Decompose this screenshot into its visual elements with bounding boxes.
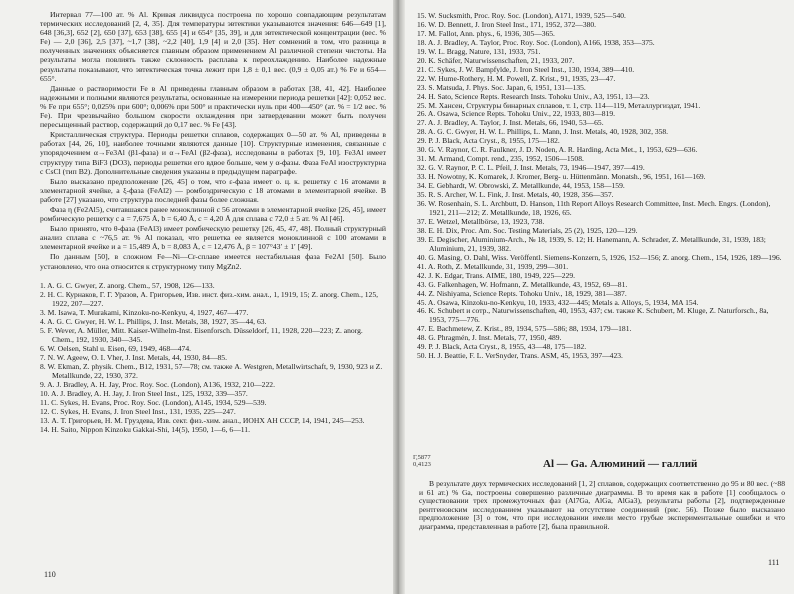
- right-column: [417, 12, 787, 361]
- reference-item: 15. W. Sucksmith, Proc. Roy. Soc. (London), A171, 1939, 525—540.: [417, 11, 626, 20]
- reference-item: 42. J. K. Edgar, Trans. AIME, 180, 1949, 225—229.: [417, 270, 575, 280]
- reference-item: 45. A. Osawa, Kinzoku-no-Kenkyu, 10, 1933, 432—445; Metals a. Alloys, 5, 1934, MA 154.: [417, 297, 699, 307]
- left-body-text: [40, 10, 386, 271]
- reference-item: 18. A. J. Bradley, A. Taylor, Proc. Roy. Soc. (London), A166, 1938, 353—375.: [417, 37, 655, 47]
- reference-item: 46. K. Schubert и сотр., Naturwissenschaften, 40, 1953, 437; см. также K. Schubert, M. Kluge, Z. Naturforsch., 8a, 1953, 775—776.: [417, 306, 769, 325]
- left-column: [40, 10, 386, 434]
- reference-item: 50. H. J. Beattie, F. L. VerSnyder, Trans. ASM, 45, 1953, 397—423.: [417, 351, 623, 361]
- right-page: [405, 0, 794, 594]
- reference-item: 29. P. J. Black, Acta Cryst., 8, 1955, 175—182.: [417, 136, 560, 146]
- reference-item: 19. W. L. Bragg, Nature, 131, 1933, 751.: [417, 46, 541, 56]
- margin-note: Γ,5877 0,4123: [413, 454, 431, 468]
- book-gutter: [393, 0, 405, 594]
- paragraph: Было высказано предположение [26, 45] о том, что ε-фаза имеет о. ц. к. решетку с 16 атомами в элементарной ячейке, а ξ-фаза (FeAl2) — ромбоэдрическую с 18 атомами в элементарной ячейке. В работе [27] указано, что структура последней фазы более сложная.: [40, 176, 386, 204]
- reference-item: 16. W. D. Bennett, J. Iron Steel Inst., 171, 1952, 372—380.: [417, 19, 597, 29]
- reference-item: 6. W. Oelsen, Stahl u. Eisen, 69, 1949, 468—474.: [40, 343, 192, 353]
- reference-item: 30. G. V. Raynor, C. R. Faulkner, J. D. Noden, A. R. Harding, Acta Met., 1, 1953, 629—636.: [417, 145, 698, 155]
- reference-item: 47. E. Bachmetew, Z. Krist., 89, 1934, 575—586; 88, 1934, 179—181.: [417, 324, 632, 334]
- reference-item: 11. C. Sykes, H. Evans, Proc. Roy. Soc. (London), A145, 1934, 529—539.: [40, 397, 267, 407]
- paragraph: Данные о растворимости Fe в Al приведены главным образом в работах [38, 41, 42]. Наиболее надежными и полными являются результаты, основанные на измерении периода решетки [42]: 0,052 вес. % Fe при 655°; 0,025% при 600°; 0,006% при 500° и практически нуль при 400—450° (ат. % = 1/2 вес. % Fe). При чрезвычайно большом скорости охлаждения при затвердевании может быть получен пересыщенный раствор, содержащий до 0,17 вес. % Fe [43].: [40, 83, 386, 130]
- page-number: 110: [44, 570, 56, 579]
- reference-item: 40. G. Masing, O. Dahl, Wiss. Veröffentl. Siemens-Konzern, 5, 1926, 152—156; Z. anorg. Chem., 154, 1926, 189—196.: [417, 252, 782, 262]
- reference-item: 49. P. J. Black, Acta Cryst., 8, 1955, 43—48, 175—182.: [417, 342, 587, 352]
- reference-item: 7. N. W. Ageew, O. I. Vher, J. Inst. Metals, 44, 1930, 84—85.: [40, 352, 227, 362]
- right-body-text: [419, 480, 785, 533]
- reference-item: 26. A. Osawa, Science Repts. Tohoku Univ., 22, 1933, 803—819.: [417, 109, 615, 119]
- reference-item: 33. H. Nowotny, K. Komarek, J. Kromer, Berg- u. Hüttenmänn. Monatsh., 96, 1951, 161—169.: [417, 172, 706, 182]
- reference-item: 2. Н. С. Курнаков, Г. Г. Уразов, А. Григорьев, Изв. инст. физ.-хим. анал., 1, 1919, 15; Z. anorg. Chem., 125, 1922, 207—227.: [40, 289, 379, 308]
- reference-item: 39. E. Degischer, Aluminium-Arch., № 18, 1939, S. 12; H. Hanemann, A. Schrader, Z. Metallkunde, 31, 1939, 183; Aluminium, 21, 1939, 382.: [417, 234, 766, 253]
- paragraph: Фаза η (Fe2Al5), считавшаяся ранее моноклинной с 56 атомами в элементарной ячейке [26, 45], имеет ромбическую решетку с a = 7,675 Å, b = 6,40 Å, c = 4,20 Å для сплава с 72,0 ± 5 ат. % Al [46].: [40, 204, 386, 224]
- reference-item: 10. A. J. Bradley, A. H. Jay, J. Iron Steel Inst., 125, 1932, 339—357.: [40, 388, 248, 398]
- reference-item: 31. M. Armand, Compt. rend., 235, 1952, 1506—1508.: [417, 154, 584, 164]
- paragraph: В результате двух термических исследований [1, 2] сплавов, содержащих соответственно до 95 и 80 вес. (~88 и 61 ат.) % Ga, построены совершенно различные диаграммы. В то время как в работе [1] сообщалось о существовании трех промежуточных фаз (Al7Ga, AlGa, AlGa3), результаты работы [2], подтвержденные рентгеновским исследованием указывают на отсутствие соединений (рис. 56). Позже было высказано предположение [3] о том, что при исследовании имели место грубые экспериментальные ошибки и что диаграмма, представленная в работе [2], была правильной.: [419, 479, 785, 531]
- reference-item: 27. A. J. Bradley, A. Taylor, J. Inst. Metals, 66, 1940, 53—65.: [417, 118, 604, 128]
- paragraph: Интервал 77—100 ат. % Al. Кривая ликвидуса построена по хорошо совпадающим результатам термических исследований [2, 4, 35]. Для температуры эвтектики указываются значения: 646—649 [1], 648 [36,3], 652 [2], 650 [37], 653 [38], 655 [4] и 654° [35, 39], и для эвтектической концентрации (вес. % Fe) — 2,0 [36], 2,5 [37], ~1,7 [38], ~2,2 [40], 1,9 [4] и 2,0 [35]. Нет сомнений в том, что разница в полученных значениях объясняется главным образом применением Al различной степени чистоты. На результаты могла повлиять также склонность расплава к переохлаждению. Наиболее надежные результаты показывают, что эвтектическая точка лежит при 1,8 ± 0,1 вес. (0,9 ± 0,05 ат.) % Fe и 654—655°.: [40, 10, 386, 83]
- reference-item: 17. M. Fallot, Ann. phys., 6, 1936, 305—365.: [417, 28, 555, 38]
- reference-item: 5. F. Wever, A. Müller, Mitt. Kaiser-Wilhelm-Inst. Eisenforsch. Düsseldorf, 11, 1928, 220—223; Z. anorg. Chem., 192, 1930, 340—345.: [40, 325, 363, 344]
- reference-item: 34. E. Gebhardt, W. Obrowski, Z. Metallkunde, 44, 1953, 158—159.: [417, 181, 625, 191]
- reference-item: 3. M. Isawa, T. Murakami, Kinzoku-no-Kenkyu, 4, 1927, 467—477.: [40, 307, 249, 317]
- reference-item: 20. K. Schäfer, Naturwissenschaften, 21, 1933, 207.: [417, 55, 575, 65]
- reference-item: 21. C. Sykes, J. W. Bampfylde, J. Iron Steel Inst., 130, 1934, 389—410.: [417, 64, 635, 74]
- reference-item: 22. W. Hume-Rothery, H. M. Powell, Z. Krist., 91, 1935, 23—47.: [417, 73, 616, 83]
- reference-item: 41. A. Roth, Z. Metallkunde, 31, 1939, 299—301.: [417, 261, 569, 271]
- reference-item: 25. M. Хансен, Структуры бинарных сплавов, т. 1, стр. 114—119, Металлургиздат, 1941.: [417, 100, 701, 110]
- reference-item: 28. A. G. C. Gwyer, H. W. L. Phillips, L. Mann, J. Inst. Metals, 40, 1928, 302, 358.: [417, 127, 669, 137]
- reference-item: 37. E. Wetzel, Metallbörse, 13, 1923, 738.: [417, 216, 545, 226]
- reference-item: 35. R. S. Archer, W. L. Fink, J. Inst. Metals, 40, 1928, 356—357.: [417, 190, 614, 200]
- reference-item: 23. S. Matsuda, J. Phys. Soc. Japan, 6, 1951, 131—135.: [417, 82, 586, 92]
- reference-item: 44. Z. Nishiyama, Science Repts. Tohoku Univ., 18, 1929, 381—387.: [417, 288, 627, 298]
- reference-item: 36. W. Rosenhain, S. L. Archbutt, D. Hanson, 11th Report Alloys Research Committee, Inst. Mech. Engrs. (London), 1921, 211—212; Z. Metallkunde, 18, 1926, 65.: [417, 199, 771, 217]
- reference-item: 43. G. Falkenhagen, W. Hofmann, Z. Metallkunde, 43, 1952, 69—81.: [417, 279, 628, 289]
- page-number: 111: [768, 558, 780, 567]
- reference-item: 48. G. Phragmén, J. Inst. Metals, 77, 1950, 489.: [417, 333, 562, 343]
- left-reference-list: [40, 281, 386, 434]
- reference-item: 4. A. G. C. Gwyer, H. W. L. Phillips, J. Inst. Metals, 38, 1927, 35—44, 63.: [40, 316, 267, 326]
- reference-item: 12. C. Sykes, H. Evans, J. Iron Steel Inst., 131, 1935, 225—247.: [40, 406, 236, 416]
- left-page: [0, 0, 393, 594]
- section-heading: Al — Ga. Алюминий — галлий: [543, 458, 698, 470]
- reference-item: 38. E. H. Dix, Proc. Am. Soc. Testing Materials, 25 (2), 1925, 120—129.: [417, 225, 638, 235]
- reference-item: 9. A. J. Bradley, A. H. Jay, Proc. Roy. Soc. (London), A136, 1932, 210—222.: [40, 379, 275, 389]
- paragraph: По данным [50], в сложном Fe—Ni—Cr-сплаве имеется нестабильная фаза Fe2Al [50]. Было установлено, что она относится к структурному типу MgZn2.: [40, 252, 386, 271]
- paragraph: Было принято, что θ-фаза (FeAl3) имеет ромбическую решетку [26, 45, 47, 48]. Полный структурный анализ сплава с ~76,5 ат. % Al показал, что решетка ее является моноклинной с 100 атомами в элементарной ячейке и a = 15,489 Å, b = 8,083 Å, c = 12,476 Å, β = 107°43′ ± 1′ [49].: [40, 224, 386, 252]
- reference-item: 1. A. G. C. Gwyer, Z. anorg. Chem., 57, 1908, 126—133.: [40, 280, 215, 290]
- reference-item: 32. G. V. Raynor, P. C. L. Pfeil, J. Inst. Metals, 73, 1946—1947, 397—419.: [417, 163, 645, 173]
- right-reference-list: [417, 12, 787, 361]
- reference-item: 8. W. Ekman, Z. physik. Chem., B12, 1931, 57—78; см. также A. Westgren, Metallwirtschaft, 9, 1930, 923 и Z. Metallkunde, 22, 1930, 372.: [40, 361, 383, 380]
- reference-item: 14. H. Saito, Nippon Kinzoku Gakkai-Shi, 14(5), 1950, 1—6, 6—11.: [40, 424, 251, 434]
- reference-item: 13. А. Т. Григорьев, Н. М. Груздева, Изв. сект. физ.-хим. анал., ИОНХ АН СССР, 14, 1941, 245—253.: [40, 415, 365, 425]
- paragraph: Кристаллическая структура. Периоды решетки сплавов, содержащих 0—50 ат. % Al, приведены в работах [44, 26, 10], наиболее точными являются данные [10]. Структурные изменения, связанные с упорядочением α→Fe3Al (β1-фаза) и α→FeAl (β2-фаза), исследованы в работах [9, 10]. Fe3Al имеет структуру типа BiF3 (DO3), периоды решетки его вдвое больше, чем у α-фазы. Фаза FeAl изоструктурна с CsCl (тип B2). Дополнительные сведения указаны в предыдущем параграфе.: [40, 130, 386, 176]
- reference-item: 24. H. Sato, Science Repts. Research Insts. Tohoku Univ., A3, 1951, 13—23.: [417, 91, 650, 101]
